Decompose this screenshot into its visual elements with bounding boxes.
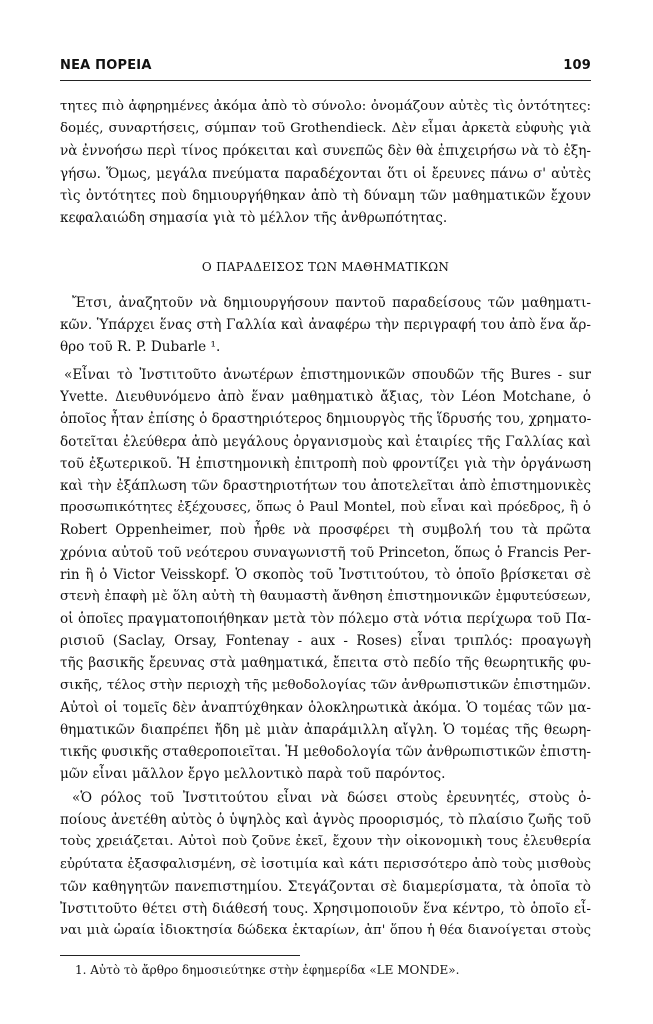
paragraph-3 (60, 364, 591, 786)
text-line: θηματικῶν διαπρέπει ἤδη μὲ μιὰν ἀπαράμιλλη αἴγλη. Ὁ τομέας τῆς θεωρη- (60, 722, 591, 738)
footnote: 1. Αὐτὸ τὸ ἄρθρο δημοσιεύτηκε στὴν ἐφημερίδα «LE MONDE». (75, 963, 460, 977)
text-line: μῶν εἶναι μᾶλλον ἔργο μελλοντικὸ παρὰ τοῦ παρόντος. (60, 766, 446, 783)
text-line: τοὺς χρειάζεται. Αὐτοὶ ποὺ ζοῦνε ἐκεῖ, ἔχουν τὴν οἰκονομικὴ τους ἐλευθερία (60, 834, 591, 850)
page-number: 109 (563, 58, 591, 73)
header-rule (60, 80, 591, 81)
text-line: στενὴ ἐπαφὴ μὲ ὅλη αὐτὴ τὴ θαυμαστὴ ἄνθηση ἐπιστημονικῶν ἐμφυτεύσεων, (60, 588, 591, 604)
text-line: κῶν. Ὑπάρχει ἕνας στὴ Γαλλία καὶ ἀναφέρω τὴν περιγραφή του ἀπὸ ἕνα ἄρ- (60, 317, 591, 334)
paragraph-4 (60, 787, 591, 942)
text-line: Robert Oppenheimer, ποὺ ἦρθε νὰ προσφέρει τὴ συμβολή του τὰ πρῶτα (60, 522, 591, 539)
text-line: τητες πιὸ ἀφηρημένες ἀκόμα ἀπὸ τὸ σύνολο: ὀνομάζουν αὐτὲς τὶς ὀντότητες: (60, 99, 591, 114)
text-line: τῆς βασικῆς ἔρευνας στὰ μαθηματικά, ἔπειτα στὸ πεδίο τῆς θεωρητικῆς φυ- (60, 655, 591, 672)
text-line: θρο τοῦ R. P. Dubarle ¹. (60, 339, 221, 356)
text-line: ναι μιὰ ὡραία ἰδιοκτησία δώδεκα ἐκταρίων, ἀπ' ὅπου ἡ θέα διανοίγεται στοὺς (60, 923, 591, 939)
text-line: ποίους ἀνετέθη αὐτὸς ὁ ὑψηλὸς καὶ ἁγνὸς προορισμός, τὸ πλαίσιο ζωῆς τοῦ (60, 812, 591, 829)
text-line: ρισιοῦ (Saclay, Orsay, Fontenay - aux - Roses) εἶναι τριπλός: προαγωγὴ (60, 633, 591, 650)
text-line: «Εἶναι τὸ Ἰνστιτοῦτο ἀνωτέρων ἐπιστημονικῶν σπουδῶν τῆς Bures - sur (64, 367, 591, 383)
text-line: νὰ ἐννοήσω περὶ τίνος πρόκειται καὶ συνεπῶς δὲν θὰ ἐπιχειρήσω νὰ τὸ ἐξη- (60, 143, 591, 160)
paragraph-2 (60, 292, 591, 359)
text-line: τικῆς φυσικῆς σταθεροποιεῖται. Ἡ μεθοδολογία τῶν ἀνθρωπιστικῶν ἐπιστη- (60, 744, 591, 761)
text-line: εὐρύτατα ἐξασφαλισμένη, σὲ ἰσοτιμία καὶ κάτι περισσότερο ἀπὸ τοὺς μισθοὺς (60, 856, 591, 872)
footnote-rule (60, 955, 300, 956)
text-line: σικῆς, τέλος στὴν περιοχὴ τῆς μεθοδολογίας τῶν ἀνθρωπιστικῶν ἐπιστημῶν. (60, 677, 591, 693)
text-line: ὁποῖος ἦταν ἐπίσης ὁ δραστηριότερος δημιουργὸς τῆς ἵδρυσής του, χρηματο- (60, 411, 591, 428)
text-line: Ἔτσι, ἀναζητοῦν νὰ δημιουργήσουν παντοῦ παραδείσους τῶν μαθηματι- (72, 295, 591, 311)
text-line: χρόνια αὐτοῦ τοῦ νεότερου συναγωνιστῆ τοῦ Princeton, ὅπως ὁ Francis Per- (60, 544, 591, 561)
text-line: τῶν καθηγητῶν πανεπιστημίου. Στεγάζονται σὲ διαμερίσματα, τὰ ὁποῖα τὸ (60, 878, 591, 895)
text-line: τοῦ ἐξωτερικοῦ. Ἡ ἐπιστημονικὴ ἐπιτροπὴ ποὺ φροντίζει γιὰ τὴν ὀργάνωση (60, 455, 591, 472)
text-line: καὶ τὴν ἐξάπλωση τῶν δραστηριοτήτων του ἀποτελεῖται ἀπὸ ἐπιστημονικὲς (60, 477, 591, 494)
text-line: γήσω. Ὅμως, μεγάλα πνεύματα παραδέχονται ὅτι οἱ ἔρευνες πάνω σ' αὐτὲς (60, 165, 591, 182)
text-line: δοτεῖται ἐλεύθερα ἀπὸ μεγάλους ὀργανισμοὺς καὶ ἑταιρίες τῆς Γαλλίας καὶ (60, 433, 591, 450)
text-line: τὶς ὀντότητες ποὺ δημιουργήθηκαν ἀπὸ τὴ δύναμη τῶν μαθηματικῶν ἔχουν (60, 187, 591, 204)
text-line: κεφαλαιώδη σημασία γιὰ τὸ μέλλον τῆς ἀνθρωπότητας. (60, 209, 448, 226)
text-line: Αὐτοὶ οἱ τομεῖς δὲν ἀναπτύχθηκαν ὁλοκληρωτικὰ ἀκόμα. Ὁ τομέας τῶν μα- (60, 699, 591, 716)
text-line: Yvette. Διευθυνόμενο ἀπὸ ἕναν μαθηματικὸ ἄξιας, τὸν Léon Motchane, ὁ (60, 389, 591, 406)
text-line: «Ὁ ρόλος τοῦ Ἰνστιτούτου εἶναι νὰ δώσει στοὺς ἐρευνητές, στοὺς ὁ- (72, 790, 591, 806)
running-title: ΝΕΑ ΠΟΡΕΙΑ (60, 58, 152, 73)
text-line: δομές, συναρτήσεις, σύμπαν τοῦ Grothendieck. Δὲν εἶμαι ἀρκετὰ εὐφυὴς γιὰ (60, 121, 591, 137)
text-line: Ἰνστιτοῦτο θέτει στὴ διάθεσή τους. Χρησιμοποιοῦν ἕνα κέντρο, τὸ ὁποῖο εἶ- (60, 900, 591, 917)
text-line: προσωπικότητες ἐξέχουσες, ὅπως ὁ Paul Montel, ποὺ εἶναι καὶ πρόεδρος, ἢ ὁ (60, 500, 591, 516)
text-line: rin ἢ ὁ Victor Veisskopf. Ὁ σκοπὸς τοῦ Ἰνστιτούτου, τὸ ὁποῖο βρίσκεται σὲ (60, 566, 591, 583)
section-title: Ο ΠΑΡΑΔΕΙΣΟΣ ΤΩΝ ΜΑΘΗΜΑΤΙΚΩΝ (201, 260, 450, 274)
running-head (60, 58, 591, 73)
text-line: οἱ ὁποῖες πραγματοποιήθηκαν μετὰ τὸν πόλεμο στὰ νότια περίχωρα τοῦ Πα- (60, 611, 591, 628)
paragraph-1 (60, 96, 591, 229)
